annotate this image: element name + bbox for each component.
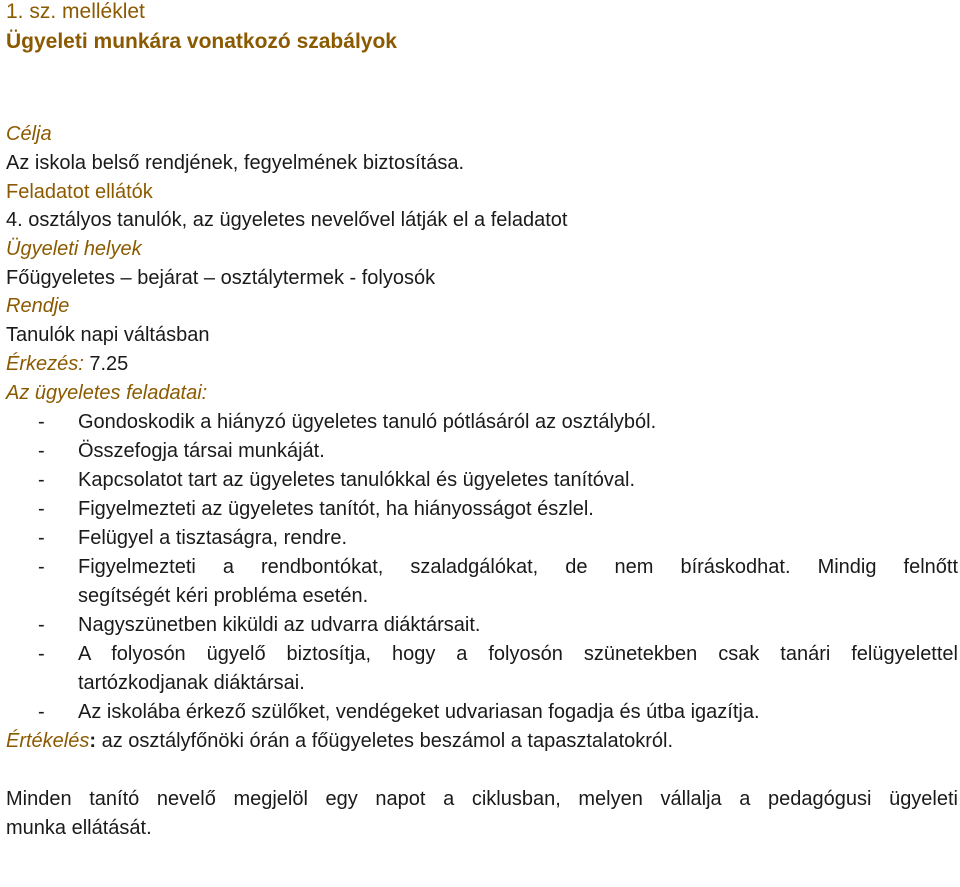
duty-text: A folyosón ügyelő biztosítja, hogy a folyosón szünetekben csak tanári felügyelettel <box>78 643 958 665</box>
places-label: Ügyeleti helyek <box>6 238 142 260</box>
evaluation-line <box>6 729 673 753</box>
bullet-dash: - <box>38 701 45 723</box>
duty-text-continued: tartózkodjanak diáktársai. <box>78 672 305 694</box>
duties-label: Az ügyeletes feladatai: <box>6 382 208 404</box>
duty-text: Összefogja társai munkáját. <box>78 440 325 462</box>
evaluation-label: Értékelés <box>6 730 90 752</box>
duty-text: Az iskolába érkező szülőket, vendégeket udvariasan fogadja és útba igazítja. <box>78 701 760 723</box>
arrival-time: 7.25 <box>89 353 129 375</box>
annex-label: 1. sz. melléklet <box>6 0 145 23</box>
bullet-dash: - <box>38 498 45 520</box>
duty-text: Felügyel a tisztaságra, rendre. <box>78 527 348 549</box>
goal-label: Célja <box>6 123 52 145</box>
arrival-line <box>6 352 128 376</box>
performers-text: 4. osztályos tanulók, az ügyeletes nevelővel látják el a feladatot <box>6 209 568 231</box>
arrival-label: Érkezés: <box>6 353 84 375</box>
duty-text: Figyelmezteti a rendbontókat, szaladgálókat, de nem bíráskodhat. Mindig felnőtt <box>78 556 958 578</box>
duty-text: Gondoskodik a hiányzó ügyeletes tanuló pótlásáról az osztályból. <box>78 411 657 433</box>
performers-label: Feladatot ellátók <box>6 181 153 203</box>
bullet-dash: - <box>38 411 45 433</box>
closing-text-continued: munka ellátását. <box>6 817 152 839</box>
bullet-dash: - <box>38 469 45 491</box>
duty-text: Kapcsolatot tart az ügyeletes tanulókkal és ügyeletes tanítóval. <box>78 469 636 491</box>
order-text: Tanulók napi váltásban <box>6 324 210 346</box>
places-text: Főügyeletes – bejárat – osztálytermek - folyosók <box>6 267 436 289</box>
bullet-dash: - <box>38 643 45 665</box>
goal-text: Az iskola belső rendjének, fegyelmének biztosítása. <box>6 152 465 174</box>
evaluation-text: az osztályfőnöki órán a főügyeletes beszámol a tapasztalatokról. <box>96 730 674 752</box>
duty-text: Figyelmezteti az ügyeletes tanítót, ha hiányosságot észlel. <box>78 498 594 520</box>
duty-text-continued: segítségét kéri probléma esetén. <box>78 585 369 607</box>
bullet-dash: - <box>38 527 45 549</box>
bullet-dash: - <box>38 556 45 578</box>
order-label: Rendje <box>6 295 70 317</box>
bullet-dash: - <box>38 440 45 462</box>
duty-text: Nagyszünetben kiküldi az udvarra diáktársait. <box>78 614 481 636</box>
page-title: Ügyeleti munkára vonatkozó szabályok <box>6 30 397 53</box>
closing-text: Minden tanító nevelő megjelöl egy napot a ciklusban, melyen vállalja a pedagógusi ügyeleti <box>6 788 958 810</box>
evaluation-colon: : <box>89 730 97 752</box>
bullet-dash: - <box>38 614 45 636</box>
